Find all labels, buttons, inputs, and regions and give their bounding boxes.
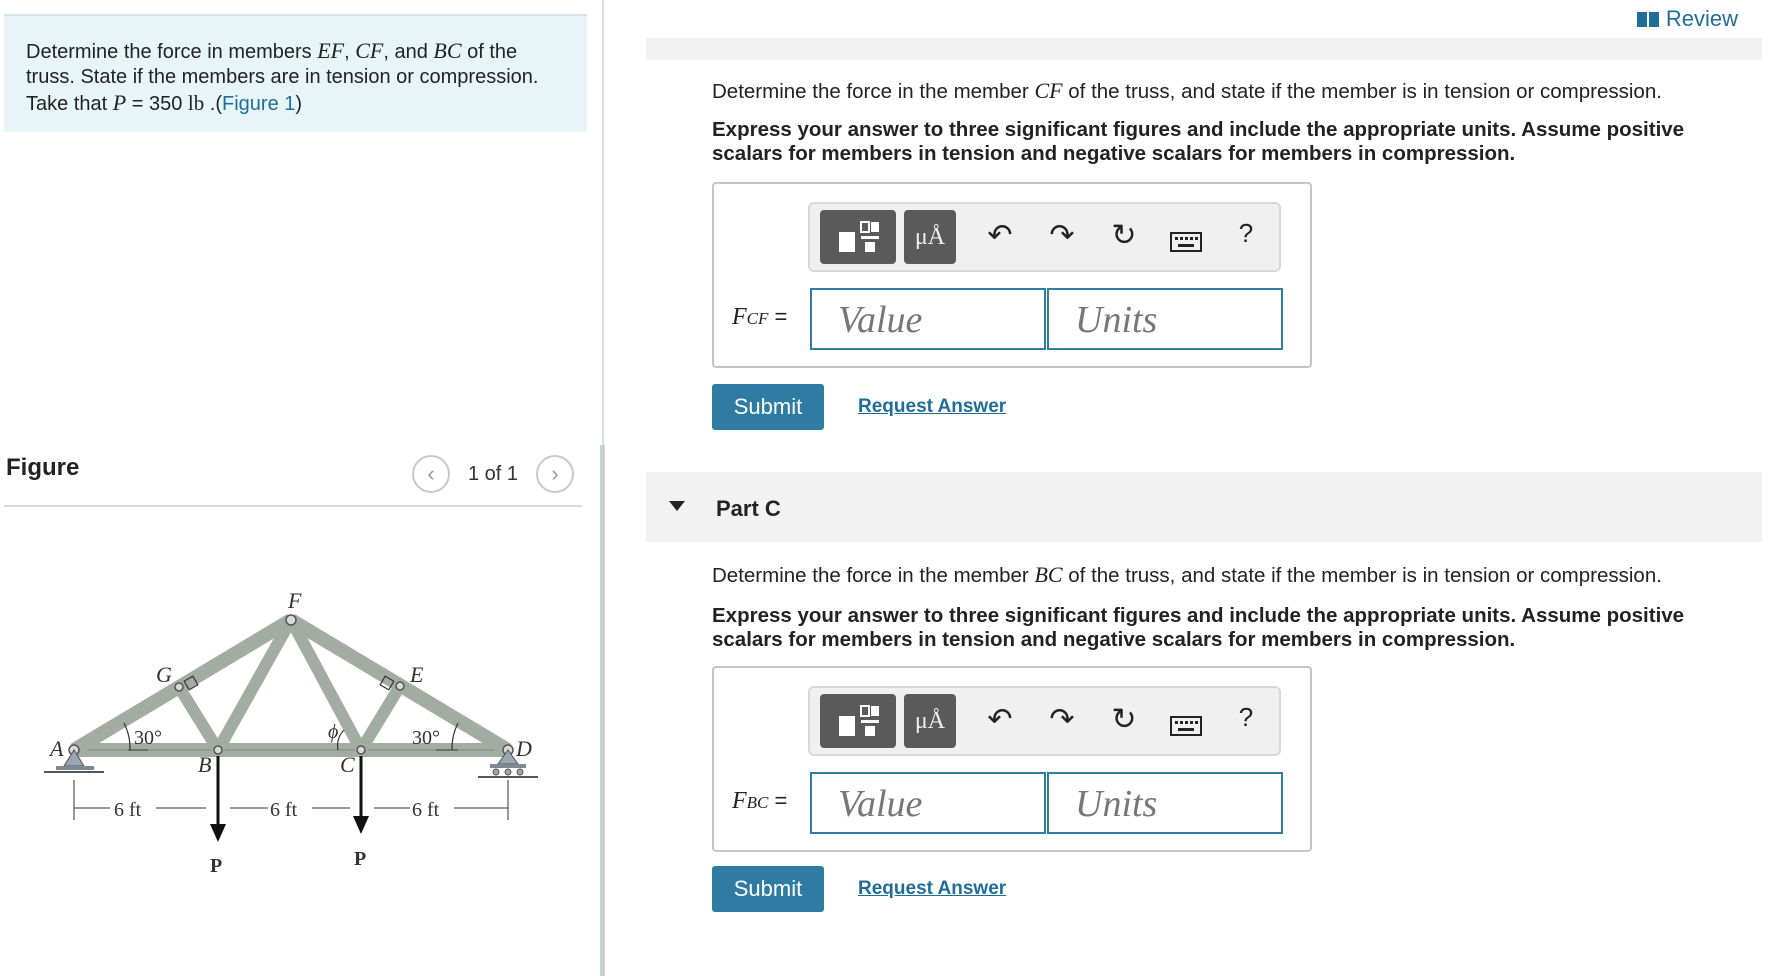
chevron-left-icon: ‹ [427,461,435,486]
label-angle-right: 30° [412,727,440,749]
figure-pager: 1 of 1 [468,463,519,485]
part-b-request-answer-link[interactable]: Request Answer [858,396,1007,417]
part-b-variable-label: FCF = [732,304,788,330]
review-link[interactable]: Review [1636,6,1738,32]
label-dim-2: 6 ft [270,799,298,821]
undo-icon: ↶ [987,703,1013,736]
reset-button[interactable] [1104,218,1144,253]
part-b-value-input[interactable]: Value [810,288,1046,350]
truss-figure [38,580,558,880]
figure-next-button[interactable] [536,455,574,493]
unit-lb: lb [187,91,205,115]
member-cf: CF [355,38,384,63]
part-b-header-band [646,38,1762,60]
part-c-toolbar [808,686,1281,756]
label-phi: ϕ [328,721,339,743]
part-c-prompt: Determine the force in the member BC of the truss, and state if the member is in tension or compression. [712,562,1662,587]
part-c-answer-box [712,666,1312,852]
help-button[interactable] [1226,702,1266,733]
part-b-prompt: Determine the force in the member CF of the truss, and state if the member is in tension or compression. [712,78,1662,103]
label-e: E [410,662,424,687]
reset-icon: ↻ [1111,219,1137,252]
part-c-variable-label: FBC = [732,788,788,814]
label-d: D [516,736,532,761]
redo-button[interactable] [1042,702,1082,737]
part-c-instructions: Express your answer to three significant figures and include the appropriate units. Assume positive scalars for members in tension and negative scalars for members in compression. [712,604,1685,651]
label-dim-1: 6 ft [114,799,142,821]
book-icon [1636,10,1660,28]
label-f: F [288,588,302,613]
part-c-header[interactable] [646,472,1762,542]
figure-prev-button[interactable] [412,455,450,493]
label-a: A [50,736,64,761]
label-dim-3: 6 ft [412,799,440,821]
undo-button[interactable] [980,218,1020,253]
keyboard-icon [1170,716,1202,736]
figure-divider [4,505,582,507]
label-angle-left: 30° [134,727,162,749]
chevron-right-icon: › [551,461,559,486]
part-c-submit-button[interactable]: Submit [712,866,824,912]
templates-button[interactable] [820,694,896,748]
part-b-answer-box [712,182,1312,368]
help-icon: ? [1238,702,1254,732]
label-c: C [340,752,355,777]
label-g: G [156,662,172,687]
part-c-value-input[interactable]: Value [810,772,1046,834]
member-bc: BC [433,38,462,63]
undo-button[interactable] [980,702,1020,737]
part-b-instructions: Express your answer to three significant figures and include the appropriate units. Assume positive scalars for members in tension and negative scalars for members in compression. [712,118,1685,165]
part-b-units-input[interactable]: Units [1047,288,1283,350]
help-button[interactable] [1226,218,1266,249]
caret-down-icon [668,500,686,512]
templates-icon [835,702,881,740]
units-symbols-button[interactable]: μÅ [904,694,956,748]
problem-statement: Determine the force in members EF, CF, and BC of the truss. State if the members are in tension or compression. Take that P = 350 lb .(Figure 1) [4,14,587,132]
part-b-toolbar [808,202,1281,272]
figure-link[interactable]: Figure 1 [222,93,296,115]
redo-icon: ↷ [1049,219,1075,252]
part-c-request-answer-link[interactable]: Request Answer [858,878,1007,899]
label-b: B [198,752,212,777]
undo-icon: ↶ [987,219,1013,252]
member-ef: EF [317,38,345,63]
part-c-units-input[interactable]: Units [1047,772,1283,834]
p-variable: P [112,90,127,115]
templates-button[interactable] [820,210,896,264]
part-c-heading: Part C [716,496,781,521]
figure-title: Figure [6,454,80,481]
label-load-1: P [210,855,223,877]
part-b-submit-button[interactable]: Submit [712,384,824,430]
units-symbols-button[interactable]: μÅ [904,210,956,264]
keyboard-icon [1170,232,1202,252]
templates-icon [835,218,881,256]
reset-button[interactable] [1104,702,1144,737]
redo-button[interactable] [1042,218,1082,253]
keyboard-button[interactable] [1166,710,1206,744]
help-icon: ? [1238,218,1254,248]
label-load-2: P [354,848,367,870]
redo-icon: ↷ [1049,703,1075,736]
keyboard-button[interactable] [1166,226,1206,260]
reset-icon: ↻ [1111,703,1137,736]
column-divider-scroll[interactable] [600,445,605,976]
